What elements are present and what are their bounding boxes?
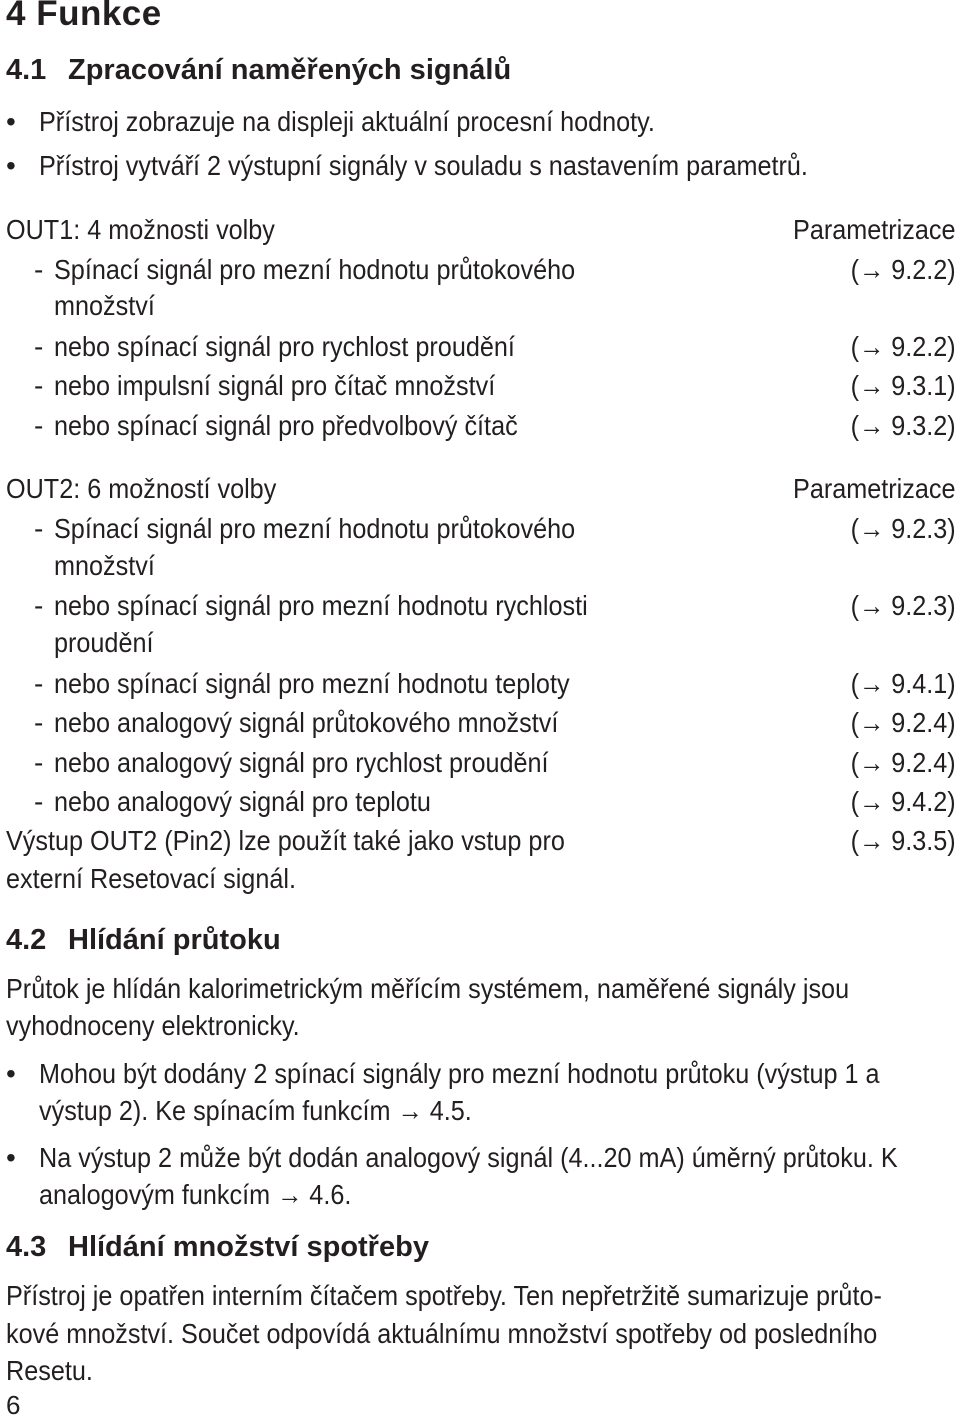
param-ref: (→ 9.2.3): [850, 513, 956, 544]
dash: -: [34, 668, 44, 699]
param-ref: (→ 9.2.4): [850, 747, 956, 778]
param-ref: (→ 9.3.2): [850, 410, 956, 441]
bullet-icon: •: [6, 150, 16, 181]
chapter-title: 4 Funkce: [6, 0, 162, 33]
section-heading-4-2: [6, 924, 281, 957]
param-ref: (→ 9.2.2): [850, 331, 956, 362]
dash: -: [34, 747, 44, 778]
paragraph-line: Resetu.: [6, 1355, 93, 1386]
dash: -: [34, 254, 44, 285]
bullet-icon: •: [6, 106, 16, 137]
dash: -: [34, 513, 44, 544]
list-item-text: nebo spínací signál pro rychlost proudění: [54, 331, 515, 362]
paragraph-line: kové množství. Součet odpovídá aktuálnímu množství spotřeby od posledního: [6, 1318, 878, 1349]
section-title: Zpracování naměřených signálů: [68, 54, 512, 86]
list-item-text: Spínací signál pro mezní hodnotu průtokového: [54, 254, 576, 285]
list-item-text: nebo analogový signál pro teplotu: [54, 786, 431, 817]
dash: -: [34, 786, 44, 817]
out1-header: OUT1: 4 možnosti volby: [6, 214, 275, 245]
dash: -: [34, 370, 44, 401]
paragraph-line: Přístroj je opatřen interním čítačem spotřeby. Ten nepřetržitě sumarizuje průto-: [6, 1280, 882, 1311]
dash: -: [34, 410, 44, 441]
out2-header: OUT2: 6 možností volby: [6, 473, 277, 504]
bullet-text-cont: výstup 2). Ke spínacím funkcím → 4.5.: [39, 1095, 472, 1126]
paragraph-line: Průtok je hlídán kalorimetrickým měřícím systémem, naměřené signály jsou: [6, 973, 850, 1004]
page-number: 6: [6, 1390, 21, 1420]
section-number: 4.3: [6, 1231, 47, 1263]
list-item-text: Spínací signál pro mezní hodnotu průtokového: [54, 513, 576, 544]
list-item-text: nebo impulsní signál pro čítač množství: [54, 370, 496, 401]
bullet-text: Přístroj vytváří 2 výstupní signály v souladu s nastavením parametrů.: [39, 150, 808, 181]
section-title: Hlídání průtoku: [68, 924, 281, 956]
param-ref: (→ 9.4.2): [850, 786, 956, 817]
list-item-text-cont: množství: [54, 550, 155, 581]
param-ref: (→ 9.2.3): [850, 590, 956, 621]
param-label: Parametrizace: [793, 473, 956, 504]
param-ref: (→ 9.3.1): [850, 370, 956, 401]
list-item-text: nebo spínací signál pro předvolbový čítač: [54, 410, 518, 441]
paragraph-line: vyhodnoceny elektronicky.: [6, 1010, 300, 1041]
bullet-icon: •: [6, 1142, 16, 1173]
out2-note-cont: externí Resetovací signál.: [6, 863, 296, 894]
bullet-icon: •: [6, 1058, 16, 1089]
section-number: 4.1: [6, 54, 47, 86]
list-item-text: nebo analogový signál pro rychlost proudění: [54, 747, 549, 778]
list-item-text-cont: proudění: [54, 627, 154, 658]
out2-note: Výstup OUT2 (Pin2) lze použít také jako vstup pro: [6, 825, 565, 856]
section-title: Hlídání množství spotřeby: [68, 1231, 429, 1263]
param-ref: (→ 9.3.5): [850, 825, 956, 856]
dash: -: [34, 707, 44, 738]
dash: -: [34, 590, 44, 621]
param-label: Parametrizace: [793, 214, 956, 245]
bullet-text-cont: analogovým funkcím → 4.6.: [39, 1179, 352, 1210]
param-ref: (→ 9.2.2): [850, 254, 956, 285]
list-item-text-cont: množství: [54, 290, 155, 321]
section-heading-4-3: [6, 1231, 429, 1264]
bullet-text: Přístroj zobrazuje na displeji aktuální procesní hodnoty.: [39, 106, 655, 137]
bullet-text: Na výstup 2 může být dodán analogový signál (4...20 mA) úměrný průtoku. K: [39, 1142, 898, 1173]
dash: -: [34, 331, 44, 362]
section-heading-4-1: [6, 54, 511, 87]
bullet-text: Mohou být dodány 2 spínací signály pro mezní hodnotu průtoku (výstup 1 a: [39, 1058, 880, 1089]
list-item-text: nebo spínací signál pro mezní hodnotu teploty: [54, 668, 570, 699]
list-item-text: nebo spínací signál pro mezní hodnotu rychlosti: [54, 590, 588, 621]
param-ref: (→ 9.2.4): [850, 707, 956, 738]
section-number: 4.2: [6, 924, 47, 956]
list-item-text: nebo analogový signál průtokového množství: [54, 707, 559, 738]
param-ref: (→ 9.4.1): [850, 668, 956, 699]
